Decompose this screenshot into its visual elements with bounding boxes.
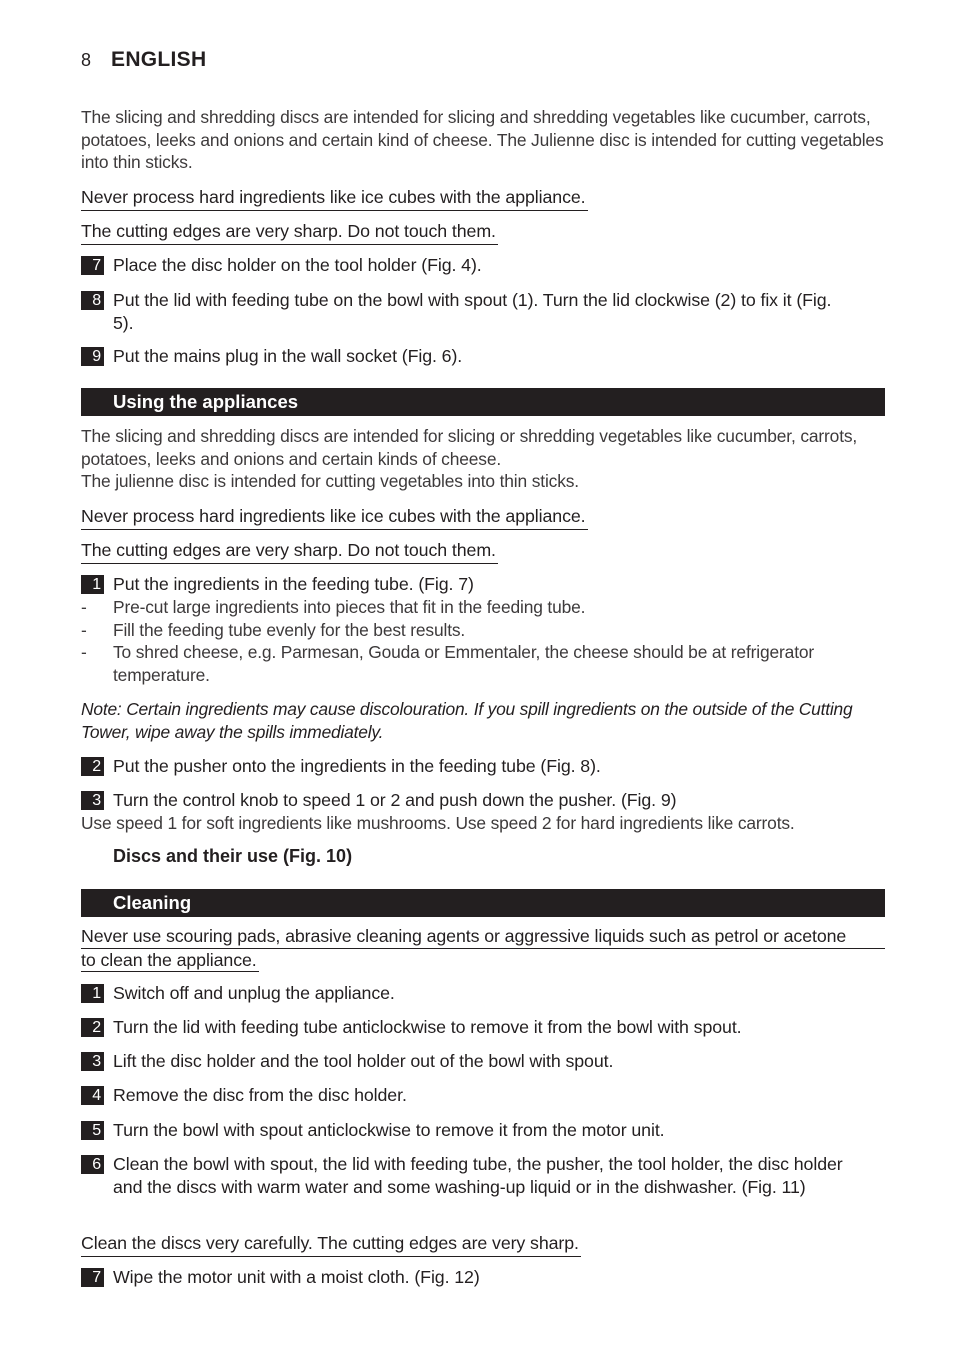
step-number: 3 bbox=[81, 1052, 104, 1071]
step-text: Turn the lid with feeding tube anticlockwise to remove it from the bowl with spout. bbox=[113, 1017, 742, 1037]
step-item bbox=[81, 1050, 885, 1073]
using-warning-sharp-text: The cutting edges are very sharp. Do not touch them. bbox=[81, 539, 498, 564]
step-item bbox=[81, 755, 885, 778]
step-item bbox=[81, 254, 885, 277]
page-header bbox=[81, 48, 206, 74]
intro-paragraph: The slicing and shredding discs are intended for slicing and shredding vegetables like cucumber, carrots, potatoes, leeks and onions and certain kind of cheese. The Julienne disc is intended for cutting vegetables into thin sticks. bbox=[81, 107, 884, 173]
list-item-text: Fill the feeding tube evenly for the best results. bbox=[113, 619, 466, 640]
page-number: 8 bbox=[81, 50, 92, 70]
step-item bbox=[81, 1119, 885, 1142]
dash-marker: - bbox=[81, 619, 87, 640]
step-text: Put the ingredients in the feeding tube. (Fig. 7) bbox=[113, 574, 474, 594]
step-text: Put the mains plug in the wall socket (Fig. 6). bbox=[113, 346, 463, 366]
step-text: Place the disc holder on the tool holder (Fig. 4). bbox=[113, 255, 482, 275]
bullet-list bbox=[81, 596, 885, 687]
step-item bbox=[81, 289, 851, 334]
note-text: Note: Certain ingredients may cause discolouration. If you spill ingredients on the outside of the Cutting Tower, wipe away the spills immediately. bbox=[81, 699, 853, 742]
section-heading-cleaning: Cleaning bbox=[81, 889, 885, 917]
step-item bbox=[81, 1266, 885, 1289]
using-warning-ice bbox=[81, 505, 885, 530]
list-item bbox=[81, 596, 885, 619]
step-text: Put the pusher onto the ingredients in the feeding tube (Fig. 8). bbox=[113, 756, 601, 776]
language-heading: ENGLISH bbox=[111, 48, 207, 71]
step-number: 8 bbox=[81, 291, 104, 310]
section-heading-using: Using the appliances bbox=[81, 388, 885, 416]
cleaning-warning bbox=[81, 925, 885, 972]
step-text: Turn the bowl with spout anticlockwise to remove it from the motor unit. bbox=[113, 1120, 665, 1140]
step-number: 9 bbox=[81, 347, 104, 366]
step-number: 4 bbox=[81, 1086, 104, 1105]
intro-warning-ice bbox=[81, 186, 885, 211]
using-paragraph-line2: The julienne disc is intended for cutting vegetables into thin sticks. bbox=[81, 471, 579, 492]
using-warning-ice-text: Never process hard ingredients like ice cubes with the appliance. bbox=[81, 505, 588, 530]
step-number: 2 bbox=[81, 1018, 104, 1037]
dash-marker: - bbox=[81, 642, 87, 663]
step-number: 7 bbox=[81, 256, 104, 275]
list-item bbox=[81, 619, 885, 642]
cleaning-warning-line1: Never use scouring pads, abrasive cleaning agents or aggressive liquids such as petrol or acetone bbox=[81, 925, 885, 949]
cleaning-warning-discs-text: Clean the discs very carefully. The cutting edges are very sharp. bbox=[81, 1232, 581, 1257]
step-text: Put the lid with feeding tube on the bowl with spout (1). Turn the lid clockwise (2) to fix it (Fig. 5). bbox=[113, 290, 832, 333]
step-number: 1 bbox=[81, 984, 104, 1003]
step-text: Turn the control knob to speed 1 or 2 and push down the pusher. (Fig. 9) bbox=[113, 790, 677, 810]
cleaning-warning-discs bbox=[81, 1232, 885, 1257]
step-item bbox=[81, 345, 885, 368]
step-number: 2 bbox=[81, 757, 104, 776]
step-text: Switch off and unplug the appliance. bbox=[113, 983, 395, 1003]
speed-text: Use speed 1 for soft ingredients like mushrooms. Use speed 2 for hard ingredients like carrots. bbox=[81, 813, 795, 833]
using-warning-sharp bbox=[81, 539, 885, 564]
step-text: Lift the disc holder and the tool holder out of the bowl with spout. bbox=[113, 1051, 614, 1071]
step-item bbox=[81, 1084, 885, 1107]
step-number: 3 bbox=[81, 791, 104, 810]
dash-marker: - bbox=[81, 597, 87, 617]
intro-warning-sharp-text: The cutting edges are very sharp. Do not touch them. bbox=[81, 220, 498, 245]
intro-warning-ice-text: Never process hard ingredients like ice cubes with the appliance. bbox=[81, 186, 588, 211]
list-item-text: Pre-cut large ingredients into pieces that fit in the feeding tube. bbox=[113, 597, 586, 617]
list-item-text: To shred cheese, e.g. Parmesan, Gouda or Emmentaler, the cheese should be at refrigerator temperature. bbox=[113, 642, 815, 686]
step-item bbox=[81, 573, 885, 596]
step-text: Remove the disc from the disc holder. bbox=[113, 1085, 407, 1105]
cleaning-warning-line2: to clean the appliance. bbox=[81, 949, 259, 973]
step-number: 7 bbox=[81, 1268, 104, 1287]
step-number: 1 bbox=[81, 575, 104, 594]
step-text: Wipe the motor unit with a moist cloth. (Fig. 12) bbox=[113, 1267, 480, 1287]
step-item bbox=[81, 1153, 851, 1198]
list-item bbox=[81, 641, 885, 686]
step-item bbox=[81, 1016, 885, 1039]
step-number: 5 bbox=[81, 1121, 104, 1140]
step-number: 6 bbox=[81, 1155, 104, 1174]
using-paragraph-line1: The slicing and shredding discs are intended for slicing or shredding vegetables like cucumber, carrots, potatoes, leeks and onions and certain kinds of cheese. bbox=[81, 426, 858, 469]
step-item bbox=[81, 982, 885, 1005]
subheading-discs: Discs and their use (Fig. 10) bbox=[113, 846, 353, 866]
step-text: Clean the bowl with spout, the lid with feeding tube, the pusher, the tool holder, the disc holder and the discs with warm water and some washing-up liquid or in the dishwasher. (Fig. 11) bbox=[113, 1154, 843, 1197]
step-item bbox=[81, 789, 885, 812]
using-paragraph bbox=[81, 425, 885, 493]
intro-warning-sharp bbox=[81, 220, 885, 245]
